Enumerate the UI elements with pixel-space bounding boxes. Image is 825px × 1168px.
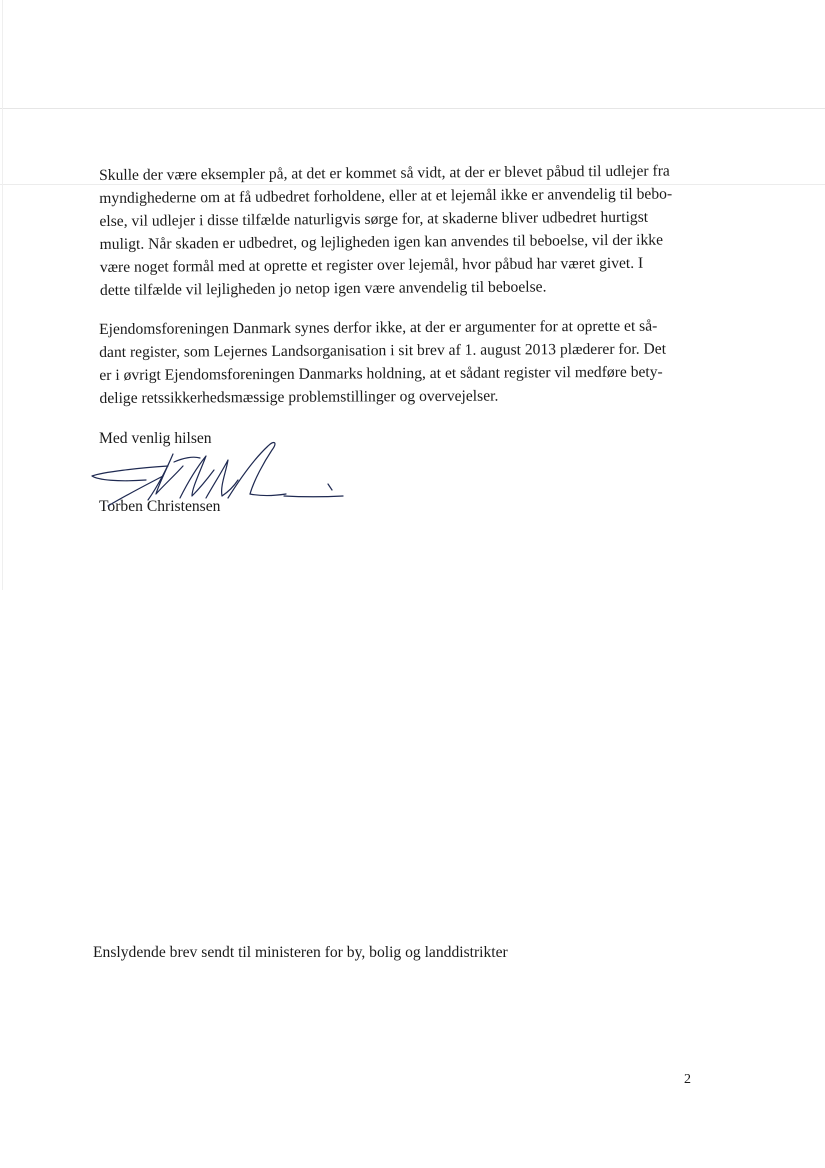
body-paragraph-1 <box>99 159 720 302</box>
scan-artifact-line <box>0 108 825 109</box>
text-line: else, vil udlejer i disse tilfælde naturligvis sørge for, at skaderne bliver udbedret hurtigst <box>99 208 649 230</box>
text-line: Skulle der være eksempler på, at det er kommet så vidt, at der er blevet påbud til udlejer fra <box>99 162 670 184</box>
text-line: Ejendomsforeningen Danmark synes derfor ikke, at der er argumenter for at oprette et så- <box>99 317 658 338</box>
text-line: dette tilfælde vil lejligheden jo netop igen være anvendelig til beboelse. <box>99 278 547 299</box>
text-line: myndighederne om at få udbedret forholdene, eller at et lejemål ikke er anvendelig til bebo- <box>99 185 673 207</box>
body-paragraph-2 <box>99 314 720 410</box>
page-number: 2 <box>684 1072 691 1087</box>
scan-artifact-edge <box>2 0 3 590</box>
enclosure-note: Enslydende brev sendt til ministeren for by, bolig og landdistrikter <box>93 944 508 961</box>
handwritten-signature <box>88 436 358 522</box>
closing-salutation: Med venlig hilsen <box>99 430 212 447</box>
text-line: dant register, som Lejernes Landsorganisation i sit brev af 1. august 2013 plæderer for. Det <box>99 340 667 361</box>
text-line: muligt. Når skaden er udbedret, og lejligheden igen kan anvendes til beboelse, vil der ikke <box>99 231 664 253</box>
text-line: delige retssikkerhedsmæssige problemstillinger og overvejelser. <box>99 387 499 407</box>
text-line: være noget formål med at oprette et register over lejemål, hvor påbud har været givet. I <box>99 254 644 276</box>
signer-name: Torben Christensen <box>99 498 221 515</box>
text-line: er i øvrigt Ejendomsforeningen Danmarks holdning, at et sådant register vil medføre bety- <box>99 363 663 384</box>
